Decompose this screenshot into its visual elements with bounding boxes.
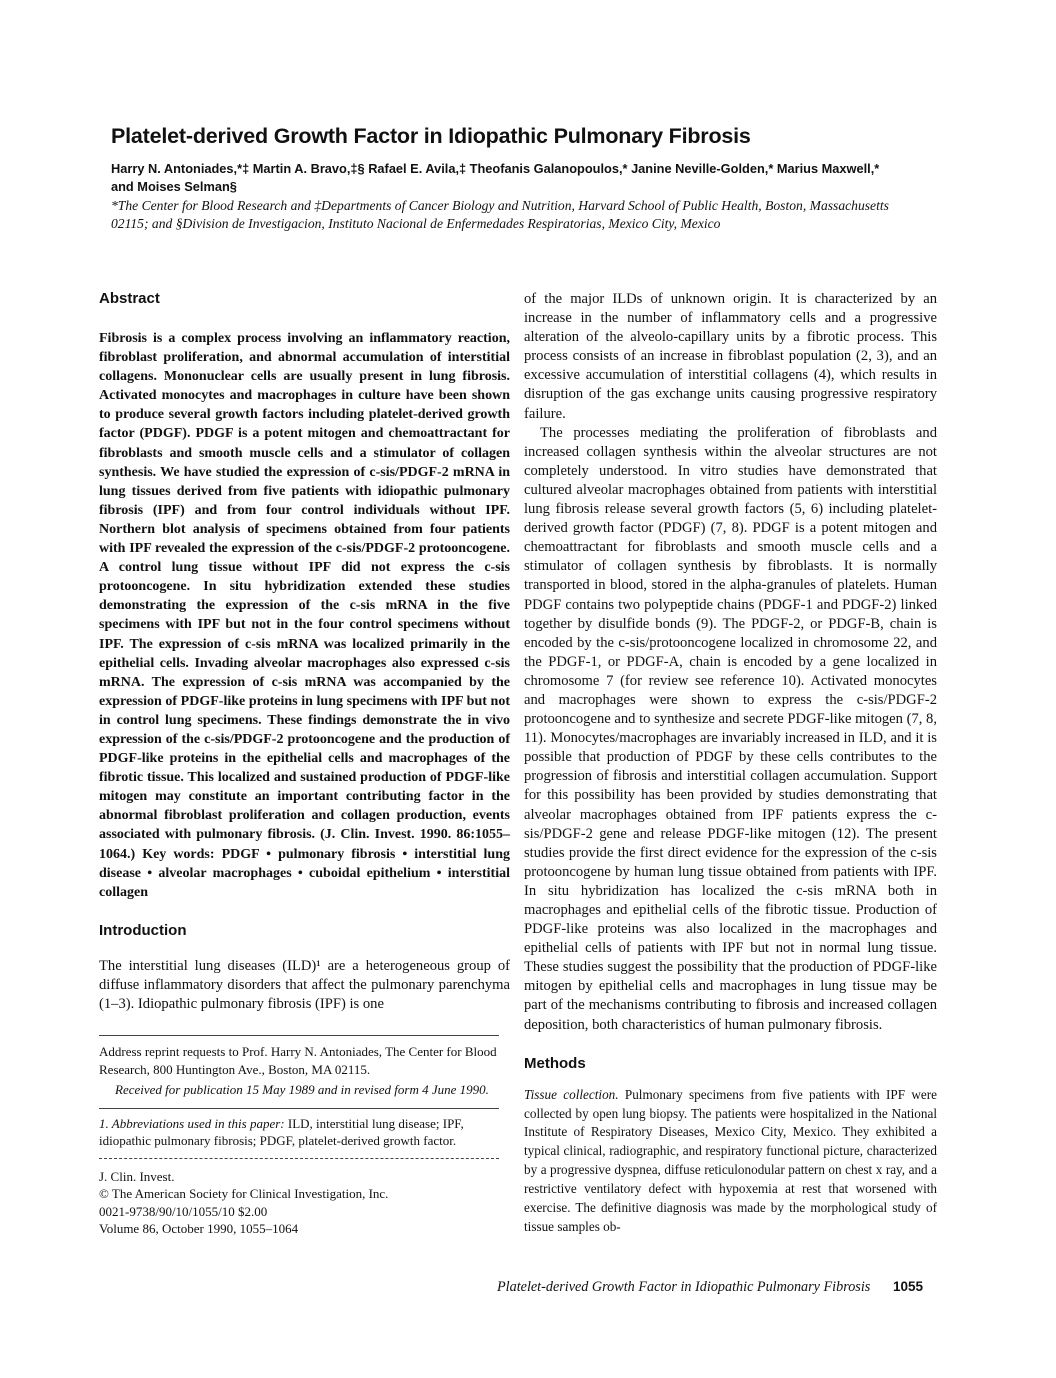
running-footer: Platelet-derived Growth Factor in Idiopathic Pulmonary Fibrosis <box>497 1279 871 1295</box>
author-list: Harry N. Antoniades,*‡ Martin A. Bravo,‡§ Rafael E. Avila,‡ Theofanis Galanopoulos,* Janine Neville-Golden,* Marius Maxwell,* and Moises Selman§ <box>111 161 880 194</box>
paper-title: Platelet-derived Growth Factor in Idiopathic Pulmonary Fibrosis <box>111 124 751 148</box>
introduction-text-right-p1: of the major ILDs of unknown origin. It is characterized by an increase in the number of inflammatory cells and a progressive alteration of the alveolo-capillary units by a fibrotic process. This process consists of an increase in fibroblast population (2, 3), and an excessive accumulation of interstitial collagens (4), which results in disruption of the gas exchange units causing progressive respiratory failure. <box>524 291 937 422</box>
journal-name: J. Clin. Invest. <box>99 1168 175 1184</box>
page-number: 1055 <box>893 1279 924 1294</box>
abbreviations-text: ILD, interstitial lung disease; IPF, idiopathic pulmonary fibrosis; PDGF, platelet-derived growth factor. <box>99 1115 464 1149</box>
received-footnote: Received for publication 15 May 1989 and in revised form 4 June 1990. <box>115 1082 489 1098</box>
copyright-notice: © The American Society for Clinical Investigation, Inc. <box>99 1186 389 1202</box>
abstract-heading: Abstract <box>99 290 160 307</box>
introduction-text-left: The interstitial lung diseases (ILD)¹ are a heterogeneous group of diffuse inflammatory disorders that affect the pulmonary parenchyma (1–3). Idiopathic pulmonary fibrosis (IPF) is one <box>99 957 510 1012</box>
introduction-text-right-p2: The processes mediating the proliferation of fibroblasts and increased collagen synthesis within the alveolar structures are not completely understood. In vitro studies have demonstrated that cultured alveolar macrophages obtained from patients with interstitial lung fibrosis release several growth factors (5, 6) including platelet-derived growth factor (PDGF) (7, 8). PDGF is a potent mitogen and chemoattractant for fibroblasts and smooth muscle cells and a stimulator of collagen synthesis by fibroblasts. It is normally transported in blood, stored in the alpha-granules of platelets. Human PDGF contains two polypeptide chains (PDGF-1 and PDGF-2) linked together by disulfide bonds (9). The PDGF-2, or PDGF-B, chain is encoded by the c-sis/protooncogene localized in chromosome 22, and the PDGF-1, or PDGF-A, chain is encoded by a gene localized in chromosome 7 (for review see reference 10). Activated monocytes and macrophages were shown to express the c-sis/PDGF-2 protooncogene and to synthesize and secrete PDGF-like mitogen (7, 8, 11). Monocytes/macrophages are invariably increased in ILD, and it is possible that production of PDGF by these cells contributes to the progression of fibrosis and interstitial collagen accumulation. Support for this possibility has been provided by studies demonstrating that alveolar macrophages obtained from IPF patients express the c-sis/PDGF-2 gene and release PDGF-like mitogen (12). The present studies provide the first direct evidence for the expression of the c-sis protooncogene by human lung tissue obtained from patients with IPF. In situ hybridization has localized the c-sis mRNA both in macrophages and epithelial cells of the fibrotic tissue. Production of PDGF-like proteins was also localized in the macrophages and epithelial cells of patients with IPF but not in normal lung tissue. These studies suggest the possibility that the production of PDGF-like mitogen by epithelial cells and macrophages in lung tissue may be part of the mechanisms contributing to fibrosis and increased collagen deposition, both characteristics of human pulmonary fibrosis. <box>524 424 937 1033</box>
footnote-rule-2 <box>99 1108 499 1109</box>
methods-text <box>524 1086 937 1237</box>
issn-code: 0021-9738/90/10/1055/10 $2.00 <box>99 1203 268 1219</box>
introduction-heading: Introduction <box>99 921 187 939</box>
reprint-footnote: Address reprint requests to Prof. Harry N. Antoniades, The Center for Blood Research, 800 Huntington Ave., Boston, MA 02115. <box>99 1044 497 1077</box>
abbreviations-label: 1. Abbreviations used in this paper: <box>99 1115 285 1131</box>
methods-body: Pulmonary specimens from five patients with IPF were collected by open lung biopsy. The patients were hospitalized in the National Institute of Respiratory Diseases, Mexico City, Mexico. They exhibited a typical clinical, radiographic, and respiratory functional picture, characterized by a progressive dyspnea, diffuse reticulonodular pattern on chest x ray, and a restrictive ventilatory defect with hypoxemia at rest that worsened with exercise. The definitive diagnosis was made by the morphological study of tissue samples ob- <box>524 1086 938 1234</box>
left-column <box>99 290 510 1238</box>
footnote-rule <box>99 1035 499 1036</box>
methods-subheading: Tissue collection. <box>524 1086 619 1102</box>
abstract-text: Fibrosis is a complex process involving an inflammatory reaction, fibroblast proliferation, and abnormal accumulation of interstitial collagens. Mononuclear cells are usually present in lung fibrosis. Activated monocytes and macrophages in culture have been shown to produce several growth factors including platelet-derived growth factor (PDGF). PDGF is a potent mitogen and chemoattractant for fibroblasts and smooth muscle cells and a stimulator of collagen synthesis. We have studied the expression of c-sis/PDGF-2 mRNA in lung tissues derived from five patients with idiopathic pulmonary fibrosis (IPF) and from four control individuals without IPF. Northern blot analysis of specimens obtained from four patients with IPF revealed the expression of the c-sis/PDGF-2 protooncogene. A control lung tissue without IPF did not express the c-sis protooncogene. In situ hybridization extended these studies demonstrating the expression of the c-sis mRNA in the five specimens with IPF but not in the four control specimens without IPF. The expression of c-sis mRNA was localized primarily in the epithelial cells. Invading alveolar macrophages also expressed c-sis mRNA. The expression of c-sis mRNA was accompanied by the expression of PDGF-like proteins in lung specimens with IPF but not in control lung specimens. These findings demonstrate the in vivo expression of the c-sis/PDGF-2 protooncogene and the production of PDGF-like proteins in the epithelial cells and macrophages of the fibrotic tissue. This localized and sustained production of PDGF-like mitogen may constitute an important contributing factor in the abnormal fibroblast proliferation and collagen production, events associated with pulmonary fibrosis. (J. Clin. Invest. 1990. 86:1055–1064.) Key words: PDGF • pulmonary fibrosis • interstitial lung disease • alveolar macrophages • cuboidal epithelium • interstitial collagen <box>99 331 510 900</box>
abbreviations-footnote <box>99 1115 510 1150</box>
right-column <box>524 290 937 1250</box>
methods-heading: Methods <box>524 1054 586 1072</box>
volume-info: Volume 86, October 1990, 1055–1064 <box>99 1221 299 1237</box>
affiliations: *The Center for Blood Research and ‡Departments of Cancer Biology and Nutrition, Harvard School of Public Health, Boston, Massachusetts 02115; and §Division de Investigacion, Instituto Nacional de Enfermedades Respiratorias, Mexico City, Mexico <box>111 198 889 231</box>
footnote-rule-3 <box>99 1158 499 1159</box>
